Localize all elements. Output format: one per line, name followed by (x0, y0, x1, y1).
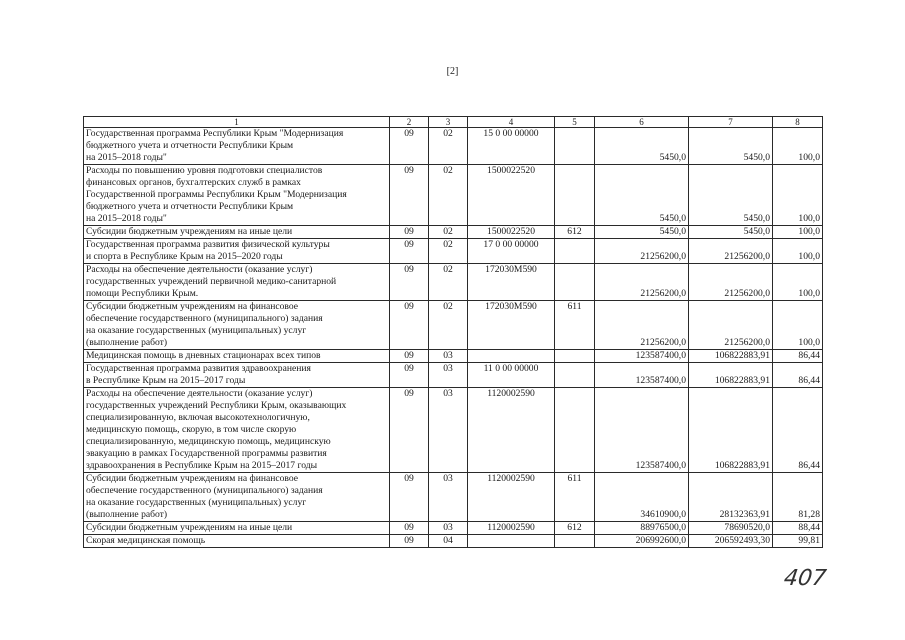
col-header: 3 (429, 117, 468, 128)
row-description (84, 165, 390, 226)
description-line: Государственной программы Республики Крым "Модернизация (86, 189, 347, 200)
section-code: 09 (390, 473, 429, 522)
expense-type-code: 612 (555, 226, 595, 239)
executed-amount: 5450,0 (689, 226, 773, 239)
execution-percent: 100,0 (773, 226, 823, 239)
header-row (84, 117, 823, 128)
description-line: на оказание государственных (муниципальных) услуг (86, 497, 307, 508)
subsection-code: 02 (429, 226, 468, 239)
table-row (84, 128, 823, 165)
row-description (84, 350, 390, 363)
row-description (84, 522, 390, 535)
execution-percent: 86,44 (773, 363, 823, 388)
executed-amount: 5450,0 (689, 128, 773, 165)
description-line: Субсидии бюджетным учреждениям на иные цели (86, 226, 293, 237)
subsection-code: 04 (429, 535, 468, 548)
description-line: государственных учреждений первичной медико-санитарной (86, 276, 337, 287)
expense-type-code (555, 239, 595, 264)
expense-type-code (555, 535, 595, 548)
table-row (84, 535, 823, 548)
table-row (84, 363, 823, 388)
execution-percent: 88,44 (773, 522, 823, 535)
row-description (84, 301, 390, 350)
page-number: [2] (446, 66, 459, 77)
planned-amount: 5450,0 (595, 165, 689, 226)
col-header: 2 (390, 117, 429, 128)
expense-type-code (555, 363, 595, 388)
target-article-code: 172030М590 (468, 264, 555, 301)
description-line: помощи Республики Крым. (86, 288, 199, 299)
col-header: 5 (555, 117, 595, 128)
handwritten-page-number: 407 (782, 566, 828, 591)
executed-amount: 28132363,91 (689, 473, 773, 522)
planned-amount: 34610900,0 (595, 473, 689, 522)
expense-type-code (555, 264, 595, 301)
section-code: 09 (390, 239, 429, 264)
target-article-code: 1500022520 (468, 165, 555, 226)
executed-amount: 5450,0 (689, 165, 773, 226)
description-line: Субсидии бюджетным учреждениям на иные цели (86, 522, 293, 533)
execution-percent: 86,44 (773, 350, 823, 363)
table-row (84, 473, 823, 522)
col-header: 7 (689, 117, 773, 128)
target-article-code: 15 0 00 00000 (468, 128, 555, 165)
table-row (84, 522, 823, 535)
subsection-code: 02 (429, 301, 468, 350)
description-line: на 2015–2018 годы" (86, 152, 167, 163)
expense-type-code (555, 128, 595, 165)
description-line: обеспечение государственного (муниципального) задания (86, 313, 323, 324)
expense-type-code: 611 (555, 473, 595, 522)
description-line: государственных учреждений Республики Крым, оказывающих (86, 400, 347, 411)
description-line: Субсидии бюджетным учреждениям на финансовое (86, 301, 299, 312)
row-description (84, 473, 390, 522)
section-code: 09 (390, 301, 429, 350)
execution-percent: 100,0 (773, 301, 823, 350)
target-article-code: 17 0 00 00000 (468, 239, 555, 264)
table-row (84, 264, 823, 301)
executed-amount: 21256200,0 (689, 264, 773, 301)
description-line: Расходы на обеспечение деятельности (оказание услуг) (86, 264, 313, 275)
row-description (84, 264, 390, 301)
description-line: Государственная программа развития физической культуры (86, 239, 330, 250)
section-code: 09 (390, 522, 429, 535)
executed-amount: 106822883,91 (689, 350, 773, 363)
execution-percent: 100,0 (773, 264, 823, 301)
row-description (84, 535, 390, 548)
executed-amount: 21256200,0 (689, 239, 773, 264)
table-row (84, 388, 823, 473)
executed-amount: 78690520,0 (689, 522, 773, 535)
description-line: Расходы по повышению уровня подготовки специалистов (86, 165, 323, 176)
subsection-code: 03 (429, 363, 468, 388)
planned-amount: 88976500,0 (595, 522, 689, 535)
description-line: обеспечение государственного (муниципального) задания (86, 485, 323, 496)
planned-amount: 206992600,0 (595, 535, 689, 548)
execution-percent: 99,81 (773, 535, 823, 548)
description-line: на оказание государственных (муниципальных) услуг (86, 325, 307, 336)
planned-amount: 123587400,0 (595, 350, 689, 363)
description-line: в Республике Крым на 2015–2017 годы (86, 375, 246, 386)
executed-amount: 106822883,91 (689, 388, 773, 473)
description-line: Расходы на обеспечение деятельности (оказание услуг) (86, 388, 313, 399)
execution-percent: 100,0 (773, 128, 823, 165)
col-header: 6 (595, 117, 689, 128)
description-line: медицинскую помощь, скорую, в том числе скорую (86, 424, 297, 435)
execution-percent: 100,0 (773, 165, 823, 226)
planned-amount: 21256200,0 (595, 264, 689, 301)
row-description (84, 128, 390, 165)
target-article-code: 1120002590 (468, 388, 555, 473)
col-header: 4 (468, 117, 555, 128)
table-row (84, 301, 823, 350)
row-description (84, 239, 390, 264)
row-description (84, 363, 390, 388)
description-line: специализированную, медицинскую помощь, медицинскую (86, 436, 331, 447)
subsection-code: 03 (429, 522, 468, 535)
section-code: 09 (390, 128, 429, 165)
target-article-code: 11 0 00 00000 (468, 363, 555, 388)
section-code: 09 (390, 363, 429, 388)
subsection-code: 03 (429, 350, 468, 363)
expense-type-code: 611 (555, 301, 595, 350)
planned-amount: 5450,0 (595, 226, 689, 239)
subsection-code: 03 (429, 473, 468, 522)
executed-amount: 106822883,91 (689, 363, 773, 388)
table-row (84, 165, 823, 226)
executed-amount: 21256200,0 (689, 301, 773, 350)
section-code: 09 (390, 350, 429, 363)
target-article-code: 1500022520 (468, 226, 555, 239)
execution-percent: 86,44 (773, 388, 823, 473)
description-line: и спорта в Республике Крым на 2015–2020 годы (86, 251, 283, 262)
planned-amount: 123587400,0 (595, 363, 689, 388)
subsection-code: 02 (429, 239, 468, 264)
executed-amount: 206592493,30 (689, 535, 773, 548)
row-description (84, 388, 390, 473)
section-code: 09 (390, 165, 429, 226)
planned-amount: 21256200,0 (595, 239, 689, 264)
expense-type-code (555, 350, 595, 363)
description-line: бюджетного учета и отчетности Республики Крым (86, 140, 294, 151)
description-line: Скорая медицинская помощь (86, 535, 206, 546)
execution-percent: 81,28 (773, 473, 823, 522)
expense-type-code (555, 388, 595, 473)
description-line: Медицинская помощь в дневных стационарах всех типов (86, 350, 321, 361)
subsection-code: 02 (429, 264, 468, 301)
table-row (84, 350, 823, 363)
planned-amount: 5450,0 (595, 128, 689, 165)
target-article-code: 1120002590 (468, 473, 555, 522)
description-line: Государственная программа развития здравоохранения (86, 363, 311, 374)
description-line: здравоохранения в Республике Крым на 2015–2017 годы (86, 460, 318, 471)
table-row (84, 239, 823, 264)
description-line: (выполнение работ) (86, 509, 168, 520)
expense-type-code (555, 165, 595, 226)
section-code: 09 (390, 226, 429, 239)
planned-amount: 123587400,0 (595, 388, 689, 473)
budget-table (83, 116, 823, 548)
description-line: на 2015–2018 годы" (86, 213, 167, 224)
col-header: 1 (84, 117, 390, 128)
planned-amount: 21256200,0 (595, 301, 689, 350)
col-header: 8 (773, 117, 823, 128)
table-row (84, 226, 823, 239)
row-description (84, 226, 390, 239)
execution-percent: 100,0 (773, 239, 823, 264)
description-line: финансовых органов, бухгалтерских служб в рамках (86, 177, 301, 188)
target-article-code: 1120002590 (468, 522, 555, 535)
section-code: 09 (390, 264, 429, 301)
description-line: Государственная программа Республики Крым "Модернизация (86, 128, 344, 139)
section-code: 09 (390, 388, 429, 473)
description-line: специализированную, включая высокотехнологичную, (86, 412, 310, 423)
subsection-code: 03 (429, 388, 468, 473)
description-line: (выполнение работ) (86, 337, 168, 348)
description-line: эвакуацию в рамках Государственной программы развития (86, 448, 327, 459)
expense-type-code: 612 (555, 522, 595, 535)
target-article-code (468, 350, 555, 363)
description-line: бюджетного учета и отчетности Республики Крым (86, 201, 294, 212)
section-code: 09 (390, 535, 429, 548)
target-article-code (468, 535, 555, 548)
subsection-code: 02 (429, 128, 468, 165)
subsection-code: 02 (429, 165, 468, 226)
description-line: Субсидии бюджетным учреждениям на финансовое (86, 473, 299, 484)
target-article-code: 172030М590 (468, 301, 555, 350)
